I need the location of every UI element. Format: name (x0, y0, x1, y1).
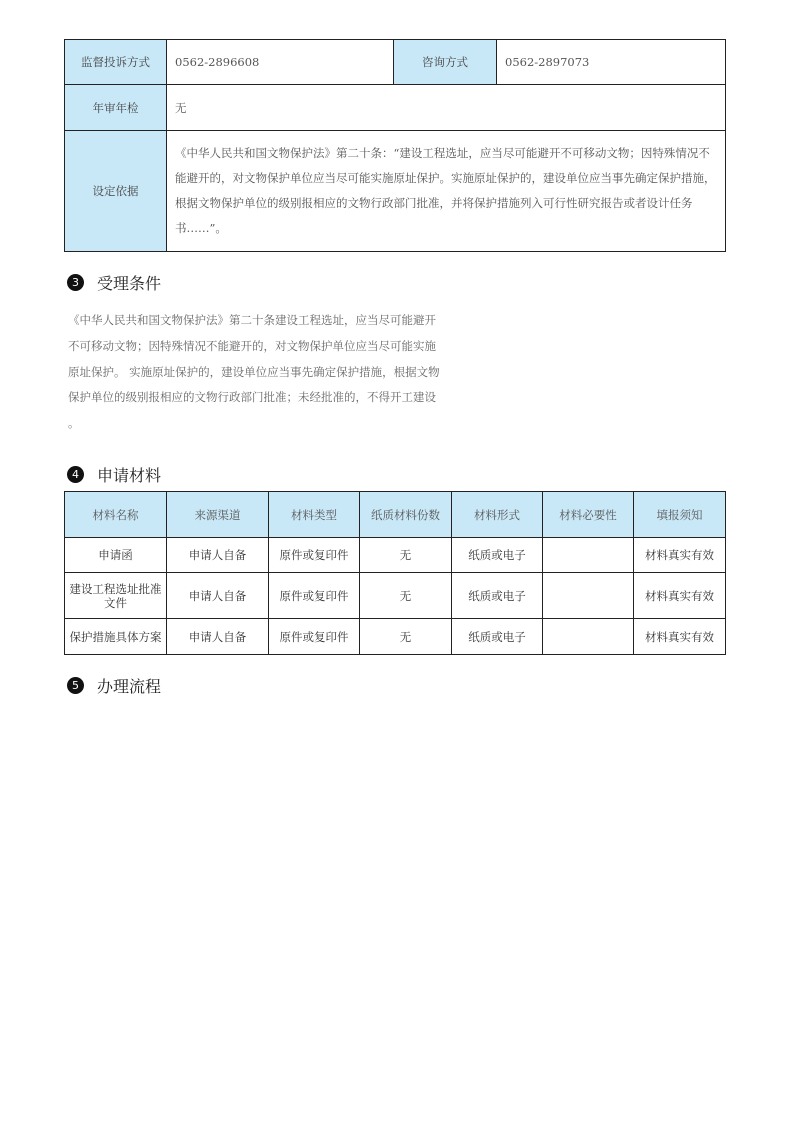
column-header: 来源渠道 (167, 492, 269, 538)
acceptance-line: 不可移动文物；因特殊情况不能避开的，对文物保护单位应当尽可能实施 (68, 338, 436, 353)
table-row (65, 538, 726, 573)
table-cell: 申请人自备 (167, 538, 269, 573)
column-header: 材料必要性 (543, 492, 634, 538)
number-circle-icon: 5 (67, 677, 84, 694)
number-circle-icon: 4 (67, 466, 84, 483)
table-cell: 无 (360, 619, 452, 655)
table-cell: 纸质或电子 (452, 619, 543, 655)
section-title: 办理流程 (97, 677, 162, 696)
table-cell: 原件或复印件 (269, 619, 360, 655)
table-cell: 保护措施具体方案 (65, 619, 167, 655)
section-acceptance-heading (67, 271, 161, 294)
table-cell: 申请函 (65, 538, 167, 573)
acceptance-line: 《中华人民共和国文物保护法》第二十条建设工程选址，应当尽可能避开 (68, 313, 436, 327)
basis-label: 设定依据 (65, 131, 167, 252)
materials-header-row (65, 492, 726, 538)
info-table (64, 39, 726, 252)
column-header: 材料形式 (452, 492, 543, 538)
table-cell: 建设工程选址批准文件 (65, 573, 167, 619)
table-cell: 无 (360, 538, 452, 573)
table-cell: 无 (360, 573, 452, 619)
info-row-basis (65, 131, 726, 252)
table-cell: 纸质或电子 (452, 538, 543, 573)
annual-label: 年审年检 (65, 85, 167, 131)
table-cell (543, 573, 634, 619)
table-cell: 原件或复印件 (269, 573, 360, 619)
acceptance-text (68, 308, 462, 437)
annual-value: 无 (167, 85, 726, 131)
table-cell: 材料真实有效 (634, 573, 726, 619)
info-row-contact (65, 40, 726, 85)
table-cell: 材料真实有效 (634, 619, 726, 655)
supervision-value: 0562-2896608 (167, 40, 394, 85)
number-circle-icon: 3 (67, 274, 84, 291)
materials-table (64, 491, 726, 655)
section-title: 受理条件 (97, 274, 162, 293)
section-title: 申请材料 (97, 466, 162, 485)
consult-value: 0562-2897073 (497, 40, 726, 85)
basis-value: 《中华人民共和国文物保护法》第二十条：“建设工程选址，应当尽可能避开不可移动文物；因特殊情况不能避开的，对文物保护单位应当尽可能实施原址保护。实施原址保护的，建设单位应当事先确定保护措施，根据文物保护单位的级别报相应的文物行政部门批准，并将保护措施列入可行性研究报告或者设计任务书……”。 (167, 131, 726, 252)
table-cell: 纸质或电子 (452, 573, 543, 619)
acceptance-line: 。 (68, 416, 80, 431)
table-cell: 申请人自备 (167, 619, 269, 655)
section-process-heading (67, 674, 161, 697)
table-cell (543, 619, 634, 655)
column-header: 填报须知 (634, 492, 726, 538)
consult-label: 咨询方式 (394, 40, 497, 85)
table-cell (543, 538, 634, 573)
acceptance-line: 保护单位的级别报相应的文物行政部门批准；未经批准的，不得开工建设 (68, 390, 436, 405)
table-row (65, 619, 726, 655)
table-cell: 申请人自备 (167, 573, 269, 619)
table-row (65, 573, 726, 619)
column-header: 材料类型 (269, 492, 360, 538)
acceptance-line: 原址保护。 实施原址保护的，建设单位应当事先确定保护措施，根据文物 (68, 364, 440, 379)
table-cell: 原件或复印件 (269, 538, 360, 573)
supervision-label: 监督投诉方式 (65, 40, 167, 85)
column-header: 纸质材料份数 (360, 492, 452, 538)
column-header: 材料名称 (65, 492, 167, 538)
table-cell: 材料真实有效 (634, 538, 726, 573)
info-row-annual (65, 85, 726, 131)
section-materials-heading (67, 463, 161, 486)
